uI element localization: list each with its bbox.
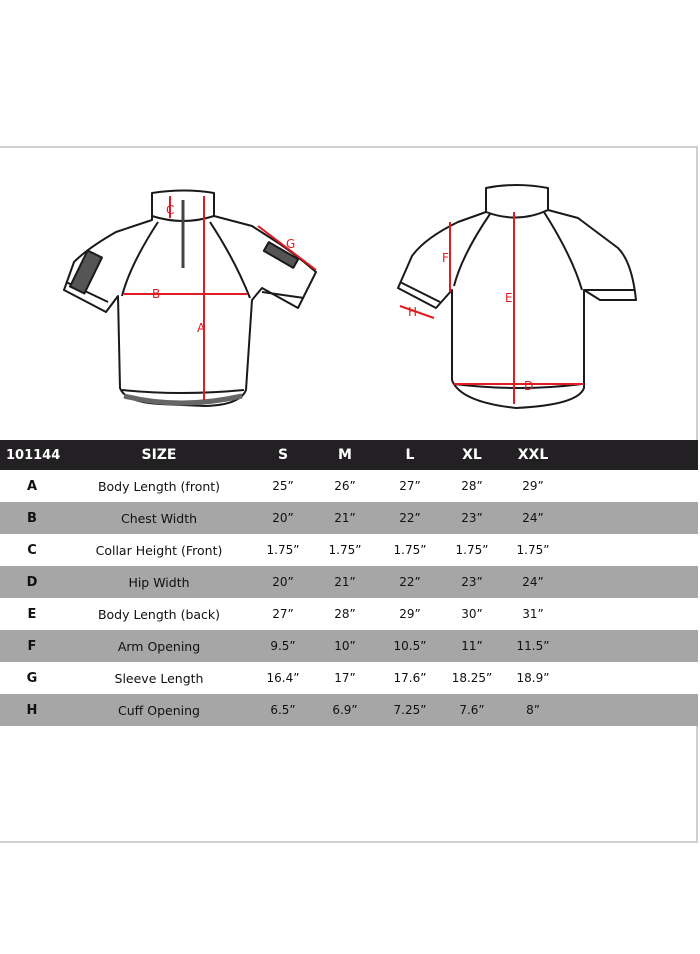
size-value-cell: 28” bbox=[461, 479, 483, 493]
measurement-label: Cuff Opening bbox=[118, 702, 200, 718]
row-letter: F bbox=[27, 638, 37, 654]
size-col-xl: XL bbox=[462, 447, 482, 463]
size-value-cell: 22” bbox=[399, 511, 421, 525]
size-value-cell: 23” bbox=[461, 575, 483, 589]
size-value-cell: 7.6” bbox=[459, 703, 485, 717]
size-value-cell: 24” bbox=[522, 511, 544, 525]
label-E: E bbox=[505, 291, 513, 305]
size-header: SIZE bbox=[141, 447, 177, 463]
table-row bbox=[0, 694, 698, 726]
front-left-raglan bbox=[122, 222, 158, 296]
size-value-cell: 18.25” bbox=[451, 671, 493, 685]
size-value-cell: 1.75” bbox=[266, 543, 300, 557]
row-letter: C bbox=[27, 542, 37, 558]
size-table-header bbox=[0, 440, 698, 470]
row-letter: D bbox=[26, 574, 38, 590]
size-value-cell: 21” bbox=[334, 511, 356, 525]
size-col-s: S bbox=[277, 447, 289, 463]
size-value-cell: 29” bbox=[522, 479, 544, 493]
measurement-label: Hip Width bbox=[128, 574, 190, 590]
table-row bbox=[0, 662, 698, 694]
size-col-l: L bbox=[405, 447, 415, 463]
size-value-cell: 1.75” bbox=[516, 543, 550, 557]
table-row bbox=[0, 534, 698, 566]
row-letter: B bbox=[27, 510, 37, 526]
size-value-cell: 1.75” bbox=[328, 543, 362, 557]
size-value-cell: 10.5” bbox=[393, 639, 427, 653]
size-value-cell: 17” bbox=[334, 671, 356, 685]
size-value-cell: 20” bbox=[272, 511, 294, 525]
size-value-cell: 24” bbox=[522, 575, 544, 589]
size-value-cell: 26” bbox=[334, 479, 356, 493]
front-hem-band bbox=[122, 390, 244, 393]
size-value-cell: 16.4” bbox=[266, 671, 300, 685]
front-right-cuff bbox=[262, 292, 304, 298]
front-right-raglan bbox=[210, 222, 250, 298]
size-value-cell: 11” bbox=[461, 639, 483, 653]
size-value-cell: 9.5” bbox=[270, 639, 296, 653]
back-collar-seam bbox=[486, 210, 548, 218]
label-G: G bbox=[286, 237, 296, 251]
table-row bbox=[0, 630, 698, 662]
size-value-cell: 30” bbox=[461, 607, 483, 621]
row-letter: G bbox=[26, 670, 38, 686]
measurement-label: Sleeve Length bbox=[114, 670, 204, 686]
size-value-cell: 21” bbox=[334, 575, 356, 589]
size-value-cell: 28” bbox=[334, 607, 356, 621]
table-row bbox=[0, 566, 698, 598]
label-A: A bbox=[197, 321, 206, 335]
label-H: H bbox=[408, 305, 418, 319]
size-value-cell: 25” bbox=[272, 479, 294, 493]
size-value-cell: 18.9” bbox=[516, 671, 550, 685]
back-left-raglan bbox=[454, 214, 490, 286]
size-table bbox=[0, 440, 698, 726]
label-F: F bbox=[442, 251, 449, 265]
row-letter: H bbox=[26, 702, 38, 718]
size-col-xxl: XXL bbox=[517, 447, 549, 463]
size-value-cell: 11.5” bbox=[516, 639, 550, 653]
size-value-cell: 23” bbox=[461, 511, 483, 525]
label-D: D bbox=[524, 379, 534, 393]
measurement-label: Chest Width bbox=[120, 510, 198, 526]
size-value-cell: 8” bbox=[526, 703, 540, 717]
back-right-raglan bbox=[544, 212, 582, 290]
left-sleeve-pocket bbox=[70, 251, 102, 294]
measurement-label: Body Length (back) bbox=[97, 606, 221, 622]
size-value-cell: 17.6” bbox=[393, 671, 427, 685]
size-value-cell: 27” bbox=[399, 479, 421, 493]
size-value-cell: 22” bbox=[399, 575, 421, 589]
front-hem-shade bbox=[124, 396, 242, 403]
table-row bbox=[0, 470, 698, 502]
row-letter: A bbox=[26, 478, 38, 494]
table-row bbox=[0, 598, 698, 630]
size-value-cell: 31” bbox=[522, 607, 544, 621]
measurement-label: Arm Opening bbox=[117, 638, 201, 654]
size-value-cell: 7.25” bbox=[393, 703, 427, 717]
size-value-cell: 1.75” bbox=[393, 543, 427, 557]
label-C: C bbox=[166, 203, 175, 217]
size-value-cell: 27” bbox=[272, 607, 294, 621]
label-B: B bbox=[152, 287, 161, 301]
shirt-front-diagram bbox=[64, 191, 316, 407]
size-value-cell: 29” bbox=[399, 607, 421, 621]
size-value-cell: 6.5” bbox=[270, 703, 296, 717]
size-col-m: M bbox=[338, 447, 352, 463]
table-row bbox=[0, 502, 698, 534]
measurement-label: Collar Height (Front) bbox=[95, 542, 223, 558]
size-value-cell: 1.75” bbox=[455, 543, 489, 557]
product-code: 101144 bbox=[6, 447, 61, 463]
size-value-cell: 6.9” bbox=[332, 703, 358, 717]
row-letter: E bbox=[27, 606, 37, 622]
shirt-back-diagram bbox=[398, 185, 636, 408]
size-value-cell: 20” bbox=[272, 575, 294, 589]
measurement-label: Body Length (front) bbox=[97, 478, 221, 494]
size-value-cell: 10” bbox=[334, 639, 356, 653]
